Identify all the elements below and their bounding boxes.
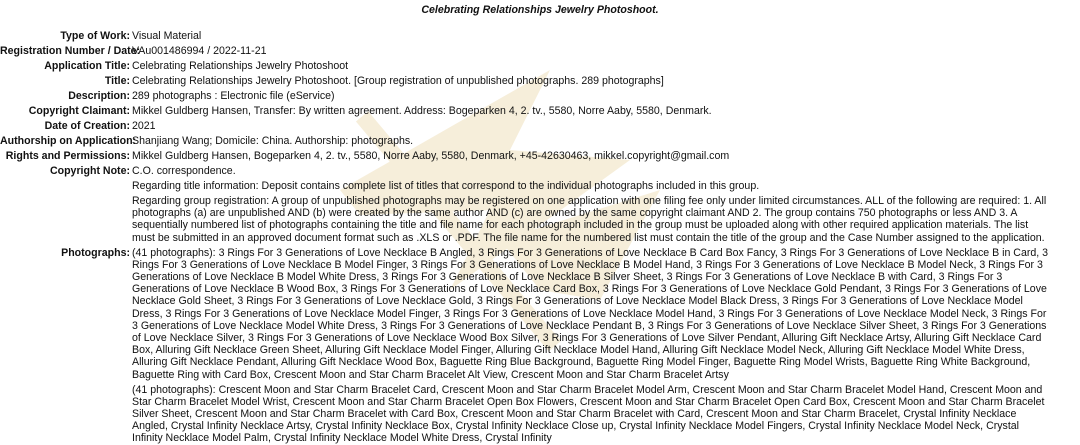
- field-application-title: [0, 60, 1080, 72]
- field-value: Shanjiang Wang; Domicile: China. Authorship: photographs.: [132, 135, 414, 147]
- note-paragraph: C.O. correspondence.: [132, 165, 236, 177]
- field-value: Celebrating Relationships Jewelry Photoshoot. [Group registration of unpublished photographs. 289 photographs]: [132, 75, 664, 87]
- field-rights-and-permissions: [0, 150, 1080, 162]
- field-copyright-note: [0, 165, 1080, 244]
- photographs-paragraph: (41 photographs): Crescent Moon and Star Charm Bracelet Card, Crescent Moon and Star Charm Bracelet Model Arm, Crescent Moon and Star Charm Bracelet Model Hand, Crescent Moon and Star Charm Bracelet Model Wrist, Crescent Moon and Star Charm Bracelet Open Box Flowers, Crescent Moon and Star Charm Bracelet Open Card Box, Crescent Moon and Star Charm Bracelet Silver Sheet, Crescent Moon and Star Charm Bracelet with Card Box, Crescent Moon and Star Charm Bracelet with Card, Crescent Moon and Star Charm Bracelet, Crystal Infinity Necklace Angled, Crystal Infinity Necklace Artsy, Crystal Infinity Necklace Box, Crystal Infinity Necklace Close up, Crystal Infinity Necklace Model Fingers, Crystal Infinity Necklace Model Neck, Crystal Infinity Necklace Model Palm, Crystal Infinity Necklace Model White Dress, Crystal Infinity: [132, 383, 1045, 445]
- field-value: [132, 247, 1080, 445]
- field-photographs: [0, 247, 1080, 445]
- field-label: Date of Creation:: [44, 120, 130, 132]
- field-value: Mikkel Guldberg Hansen, Bogeparken 4, 2. tv., 5580, Norre Aaby, 5580, Denmark, +45-42630463, mikkel.copyright@gmail.com: [132, 150, 730, 162]
- note-paragraph: Regarding group registration: A group of unpublished photographs may be registered on one application with one filing fee only under limited circumstances. ALL of the following are required: 1. All photographs (a) are unpublished AND (b) were created by the same author AND (c) are owned by the same copyright claimant AND 2. The group contains 750 photographs or less AND 3. A sequentially numbered list of photographs containing the title and file name for each photograph included in the group must be uploaded along with other required application materials. The list must be submitted in an approved document format such as .XLS or .PDF. The file name for the numbered list must contain the title of the group and the Case Number assigned to the application.: [132, 195, 1047, 244]
- field-value: 2021: [132, 120, 156, 132]
- field-label: Application Title:: [44, 60, 130, 72]
- field-value: [132, 165, 1080, 244]
- photographs-paragraph: (41 photographs): 3 Rings For 3 Generations of Love Necklace B Angled, 3 Rings For 3 Generations of Love Necklace B Card Box Fancy, 3 Rings For 3 Generations of Love Necklace B in Card, 3 Rings For 3 Generations of Love Necklace B Model Finger, 3 Rings For 3 Generations of Love Necklace B Model Hand, 3 Rings For 3 Generations of Love Necklace B Model Neck, 3 Rings For 3 Generations of Love Necklace B Model White Dress, 3 Rings For 3 Generations of Love Necklace B Silver Sheet, 3 Rings For 3 Generations of Love Necklace B with Card, 3 Rings For 3 Generations of Love Necklace B Wood Box, 3 Rings For 3 Generations of Love Necklace Card Box, 3 Rings For 3 Generations of Love Necklace Gold Pendant, 3 Rings For 3 Generations of Love Necklace Gold Sheet, 3 Rings For 3 Generations of Love Necklace Gold, 3 Rings For 3 Generations of Love Necklace Model Black Dress, 3 Rings For 3 Generations of Love Necklace Model Dress, 3 Rings For 3 Generations of Love Necklace Model Finger, 3 Rings For 3 Generations of Love Necklace Model Hand, 3 Rings For 3 Generations of Love Necklace Model Neck, 3 Rings For 3 Generations of Love Necklace Model White Dress, 3 Rings For 3 Generations of Love Necklace Pendant B, 3 Rings For 3 Generations of Love Necklace Silver Sheet, 3 Rings For 3 Generations of Love Necklace Silver, 3 Rings For 3 Generations of Love Necklace Wood Box Silver, 3 Rings For 3 Generations of Love Silver Pendant, Alluring Gift Necklace Artsy, Alluring Gift Necklace Card Box, Alluring Gift Necklace Green Sheet, Alluring Gift Necklace Model Finger, Alluring Gift Necklace Model Hand, Alluring Gift Necklace Model Neck, Alluring Gift Necklace Model White Dress, Alluring Gift Necklace Pendant, Alluring Gift Necklace Wood Box, Baguette Ring Blue Background, Baguette Ring Model Finger, Baguette Ring Model Wrists, Baguette Ring White Background, Baguette Ring with Card Box, Crescent Moon and Star Charm Bracelet Alt View, Crescent Moon and Star Charm Bracelet Artsy: [132, 246, 1049, 381]
- field-label: Title:: [104, 75, 130, 87]
- field-label: Registration Number / Date:: [0, 45, 141, 57]
- field-date-of-creation: [0, 120, 1080, 132]
- field-label: Description:: [68, 90, 130, 102]
- record-fields: [0, 30, 1080, 445]
- field-label: Type of Work:: [60, 30, 130, 42]
- field-label: Photographs:: [61, 246, 130, 259]
- field-value: Visual Material: [132, 30, 202, 42]
- field-value: VAu001486994 / 2022-11-21: [132, 45, 267, 57]
- field-description: [0, 90, 1080, 102]
- field-label: Rights and Permissions:: [5, 150, 130, 162]
- field-label: Copyright Note:: [49, 165, 130, 177]
- field-value: 289 photographs : Electronic file (eService): [132, 90, 335, 102]
- field-title: [0, 75, 1080, 87]
- field-label: Copyright Claimant:: [28, 105, 130, 117]
- field-value: Celebrating Relationships Jewelry Photoshoot: [132, 60, 349, 72]
- field-type-of-work: [0, 30, 1080, 42]
- field-authorship: [0, 135, 1080, 147]
- field-registration: [0, 45, 1080, 57]
- field-value: Mikkel Guldberg Hansen, Transfer: By written agreement. Address: Bogeparken 4, 2. tv., 5580, Norre Aaby, 5580, Denmark.: [132, 105, 712, 117]
- note-paragraph: Regarding title information: Deposit contains complete list of titles that correspond to the individual photographs included in this group.: [132, 180, 760, 192]
- field-copyright-claimant: [0, 105, 1080, 117]
- field-label: Authorship on Application:: [0, 135, 137, 147]
- document-title: Celebrating Relationships Jewelry Photoshoot.: [421, 4, 659, 16]
